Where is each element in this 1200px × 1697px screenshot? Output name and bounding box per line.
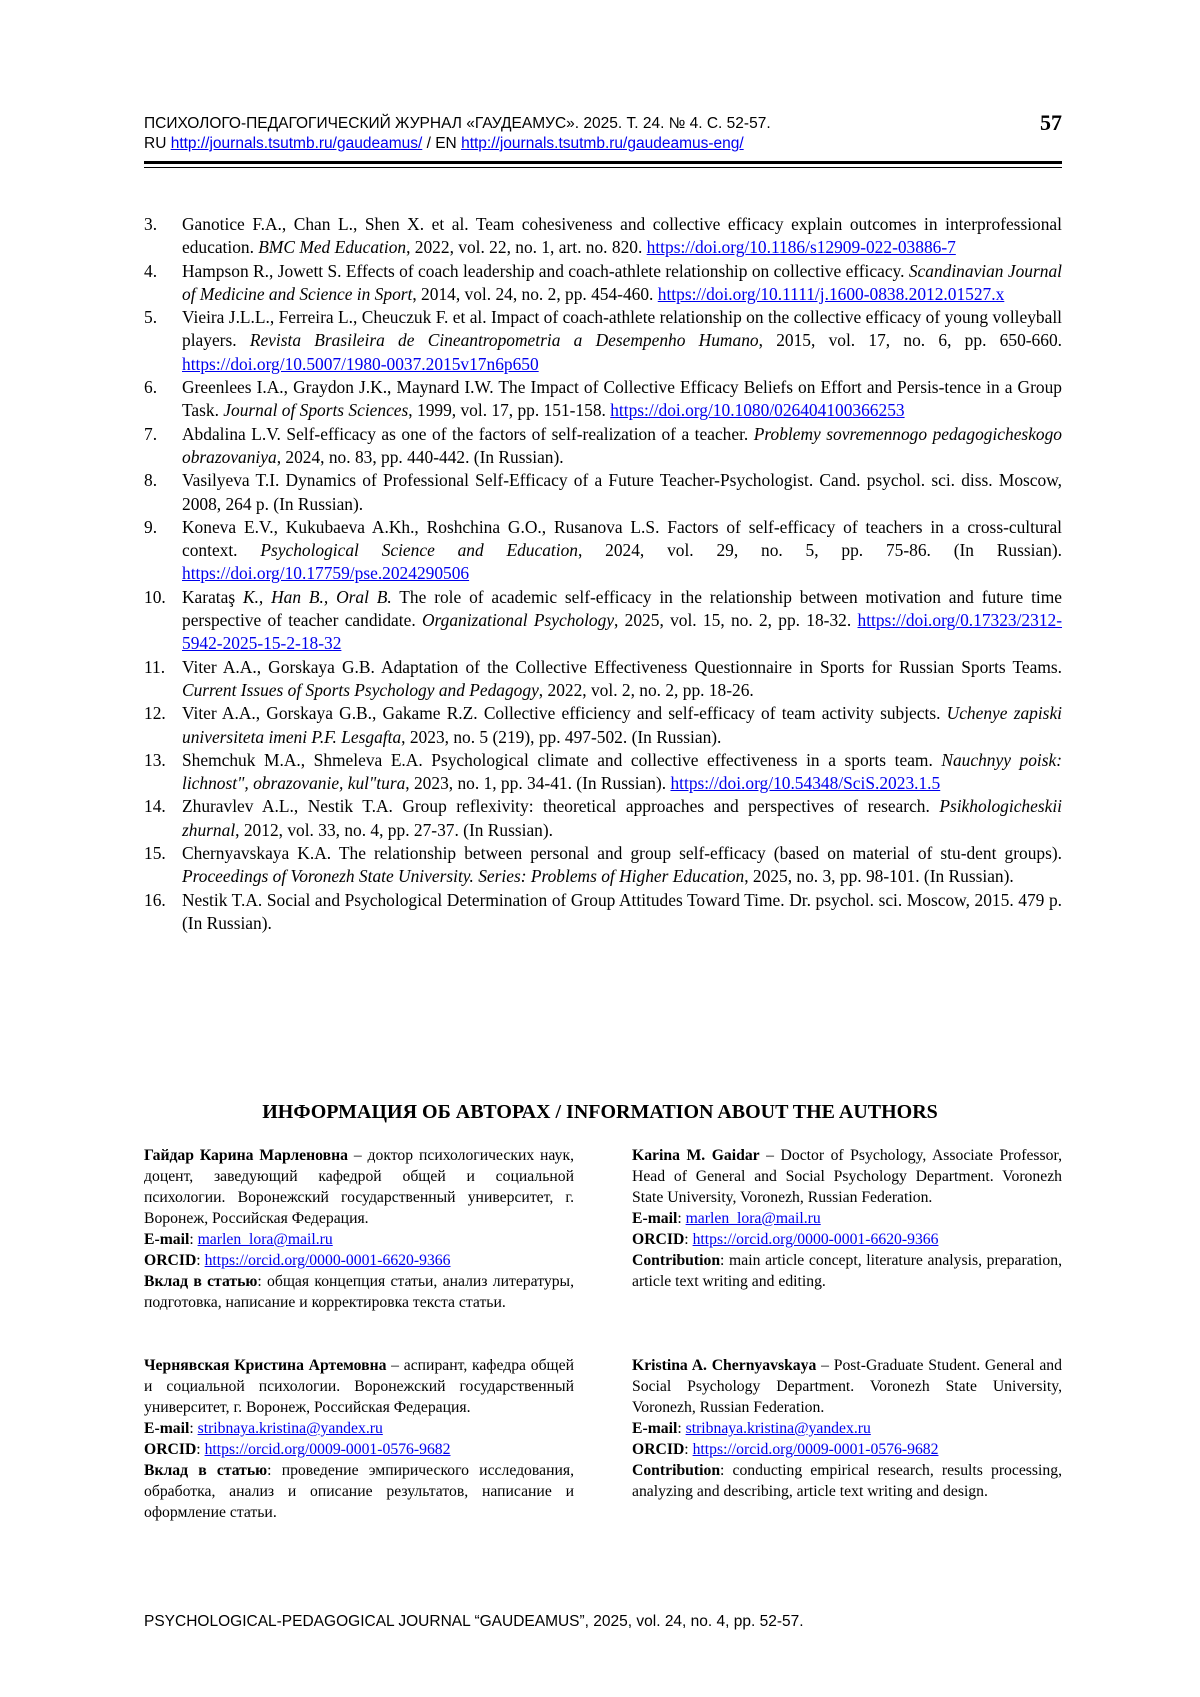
reference-item [144,795,1062,842]
journal-running-footer: PSYCHOLOGICAL-PEDAGOGICAL JOURNAL “GAUDEAMUS”, 2025, vol. 24, no. 4, pp. 52-57. [144,1613,804,1630]
author-email-line: E-mail: stribnaya.kristina@yandex.ru [144,1420,383,1437]
reference-details: , 2023, no. 5 (219), pp. 497-502. (In Russian). [401,726,722,747]
reference-item [144,306,1062,376]
reference-item [144,516,1062,586]
reference-doi-link[interactable]: https://doi.org/10.5007/1980-0037.2015v17n6p650 [182,353,539,374]
reference-details: , 1999, vol. 17, pp. 151-158. [408,400,611,421]
orcid-label: ORCID [144,1441,197,1458]
reference-details: , 2025, vol. 15, no. 2, pp. 18-32. [614,610,858,631]
reference-item [144,749,1062,796]
reference-item [144,260,1062,307]
orcid-label: ORCID [144,1252,197,1269]
email-label: E-mail [144,1420,190,1437]
reference-item [144,656,1062,703]
author-orcid-link[interactable]: https://orcid.org/0009-0001-0576-9682 [204,1441,451,1458]
reference-journal: Scandinavian Journal of Medicine and Science in Sport [182,260,1062,304]
reference-details: , 2023, no. 1, pp. 34-41. (In Russian). [405,773,671,794]
reference-doi-link[interactable]: https://doi.org/0.17323/2312-5942-2025-15-2-18-32 [182,610,1063,654]
author-bio [632,1355,1062,1418]
contribution-text: : conducting empirical research, results processing, analyzing and describing, article text writing and design. [632,1462,1062,1500]
reference-number: 7. [144,423,158,444]
author-orcid-line: ORCID: https://orcid.org/0009-0001-0576-9682 [144,1441,451,1458]
author-name: Karina M. Gaidar [632,1147,760,1164]
reference-journal: Revista Brasileira de Cineantropometria a Desempenho Humano [249,330,759,351]
reference-number: 12. [144,703,166,724]
reference-number: 11. [144,656,166,677]
orcid-label: ORCID [632,1441,685,1458]
reference-journal: Current Issues of Sports Psychology and Pedagogy [182,679,539,700]
contribution-label: Вклад в статью [144,1462,268,1479]
reference-details: , 2024, vol. 29, no. 5, pp. 75-86. (In Russian). [577,540,1062,561]
email-label: E-mail [144,1231,190,1248]
reference-journal: Psychological Science and Education [260,540,578,561]
contribution-text: : общая концепция статьи, анализ литературы, подготовка, написание и корректировка текста статьи. [144,1273,575,1311]
reference-details: , 2015, vol. 17, no. 6, pp. 650-660. [758,330,1062,351]
reference-number: 9. [144,516,158,537]
author-info-ru [144,1355,574,1523]
ru-label: RU [144,135,167,152]
contribution-label: Contribution [632,1252,721,1269]
author-orcid-link[interactable]: https://orcid.org/0000-0001-6620-9366 [204,1252,451,1269]
author-email-link[interactable]: stribnaya.kristina@yandex.ru [685,1420,871,1437]
reference-item [144,702,1062,749]
author-email-link[interactable]: marlen_lora@mail.ru [197,1231,333,1248]
reference-journal: Problemy sovremennogo pedagogicheskogo obrazovaniya [182,423,1063,467]
header-rule-thin [144,167,1062,168]
email-label: E-mail [632,1420,678,1437]
author-email-line: E-mail: marlen_lora@mail.ru [632,1210,821,1227]
author-contribution [632,1460,1062,1502]
reference-text: Abdalina L.V. Self-efficacy as one of the factors of self-realization of a teacher. [182,423,754,444]
reference-text: Zhuravlev A.L., Nestik T.A. Group reflexivity: theoretical approaches and perspectives of research. [182,796,940,817]
author-info-ru [144,1145,574,1313]
journal-title-line: ПСИХОЛОГО-ПЕДАГОГИЧЕСКИЙ ЖУРНАЛ «ГАУДЕАМУС». 2025. Т. 24. № 4. С. 52-57. [144,115,771,132]
reference-number: 5. [144,307,158,328]
reference-details: , 2012, vol. 33, no. 4, pp. 27-37. (In Russian). [235,819,554,840]
author-bio [632,1145,1062,1208]
orcid-label: ORCID [632,1231,685,1248]
author-info-en [632,1145,1062,1292]
reference-journal: Psikhologicheskii zhurnal [182,796,1062,840]
reference-authors: K., Han B., Oral B. [242,586,392,607]
author-orcid-line: ORCID: https://orcid.org/0009-0001-0576-9682 [632,1441,939,1458]
author-description: – доктор психологических наук, доцент, заведующий кафедрой общей и социальной психологии. Воронежский государственный университет, г. Воронеж, Российская Федерация. [144,1147,574,1227]
reference-number: 15. [144,843,166,864]
reference-number: 14. [144,796,166,817]
author-contribution [632,1250,1062,1292]
authors-section-title: ИНФОРМАЦИЯ ОБ АВТОРАХ / INFORMATION ABOUT THE AUTHORS [262,1101,938,1123]
reference-details: , 2014, vol. 24, no. 2, pp. 454-460. [412,283,658,304]
author-orcid-link[interactable]: https://orcid.org/0000-0001-6620-9366 [692,1231,939,1248]
reference-journal: BMC Med Education [258,237,407,258]
reference-doi-link[interactable]: https://doi.org/10.1111/j.1600-0838.2012.01527.x [657,283,1005,304]
reference-details: , 2025, no. 3, pp. 98-101. (In Russian). [744,866,1014,887]
reference-item [144,469,1062,516]
contribution-label: Вклад в статью [144,1273,258,1290]
author-description: – аспирант, кафедра общей и социальной психологии. Воронежский государственный университет, г. Воронеж, Российская Федерация. [144,1357,574,1416]
reference-doi-link[interactable]: https://doi.org/10.54348/SciS.2023.1.5 [670,773,941,794]
reference-number: 13. [144,749,166,770]
contribution-text: : проведение эмпирического исследования, обработка, анализ и описание результатов, написание и оформление статьи. [144,1462,574,1521]
reference-doi-link[interactable]: https://doi.org/10.1080/026404100366253 [610,400,905,421]
author-info-en [632,1355,1062,1502]
reference-doi-link[interactable]: https://doi.org/10.1186/s12909-022-03886-7 [646,237,956,258]
author-description: – Doctor of Psychology, Associate Professor, Head of General and Social Psychology Department. Voronezh State University, Voronezh, Russian Federation. [632,1147,1062,1206]
en-journal-link[interactable]: http://journals.tsutmb.ru/gaudeamus-eng/ [461,135,744,152]
email-label: E-mail [632,1210,678,1227]
reference-number: 10. [144,586,166,607]
reference-doi-link[interactable]: https://doi.org/10.17759/pse.2024290506 [182,563,470,584]
references-list [144,213,1062,935]
reference-text: Viter A.A., Gorskaya G.B., Gakame R.Z. Collective efficiency and self-efficacy of team activity subjects. [182,703,947,724]
reference-number: 8. [144,470,158,491]
reference-text: Vasilyeva T.I. Dynamics of Professional Self-Efficacy of a Future Teacher-Psychologist. Cand. psychol. sci. diss. Moscow, 2008, 264 p. (In Russian). [182,470,1062,514]
reference-text: Viter A.A., Gorskaya G.B. Adaptation of the Collective Effectiveness Questionnaire in Sports for Russian Sports Teams. [182,656,1062,677]
page-number: 57 [1040,110,1062,135]
reference-item [144,376,1062,423]
author-bio [144,1145,574,1229]
author-name: Чернявская Кристина Артемовна [144,1357,387,1374]
author-email-line: E-mail: marlen_lora@mail.ru [144,1231,333,1248]
reference-number: 4. [144,260,158,281]
author-orcid-line: ORCID: https://orcid.org/0000-0001-6620-9366 [144,1252,451,1269]
reference-item [144,842,1062,889]
author-name: Гайдар Карина Марленовна [144,1147,348,1164]
reference-text: Koneva E.V., Kukubaeva A.Kh., Roshchina G.O., Rusanova L.S. Factors of self-efficacy of teachers in a cross-cultural context. [182,516,1062,561]
ru-journal-link[interactable]: http://journals.tsutmb.ru/gaudeamus/ [170,135,423,152]
reference-text: Karataş [182,586,243,607]
reference-item [144,889,1062,936]
reference-text: Vieira J.L.L., Ferreira L., Cheuczuk F. et al. Impact of coach-athlete relationship on the collective efficacy of young volleyball players. [182,307,1062,351]
url-separator: / EN [426,135,457,152]
reference-journal: Journal of Sports Sciences [223,400,409,421]
author-contribution [144,1271,574,1313]
reference-details: , 2024, no. 83, pp. 440-442. (In Russian). [276,446,564,467]
author-contribution [144,1460,574,1523]
contribution-text: : main article concept, literature analysis, preparation, article text writing and editing. [632,1252,1062,1290]
reference-text: Hampson R., Jowett S. Effects of coach leadership and coach-athlete relationship on collective efficacy. [182,260,909,281]
reference-text: Chernyavskaya K.A. The relationship between personal and group self-efficacy (based on material of stu-dent groups). [182,843,1062,864]
header-rule-thick [144,161,1062,164]
journal-running-header [144,114,771,134]
reference-text: Shemchuk M.A., Shmeleva E.A. Psychological climate and collective effectiveness in a sports team. [182,749,942,770]
reference-number: 16. [144,889,166,910]
author-email-link[interactable]: marlen_lora@mail.ru [685,1210,821,1227]
reference-item [144,213,1062,260]
author-bio [144,1355,574,1418]
reference-journal: Nauchnyy poisk: lichnost", obrazovanie, kul"tura [182,749,1062,794]
reference-number: 6. [144,377,158,398]
reference-number: 3. [144,214,158,234]
reference-item [144,586,1062,656]
reference-details: , 2022, vol. 22, no. 1, art. no. 820. [406,237,647,258]
reference-text: Nestik T.A. Social and Psychological Determination of Group Attitudes Toward Time. Dr. psychol. sci. Moscow, 2015. 479 p. (In Russian). [182,889,1062,933]
author-email-line: E-mail: stribnaya.kristina@yandex.ru [632,1420,871,1437]
reference-text: Greenlees I.A., Graydon J.K., Maynard I.W. The Impact of Collective Efficacy Beliefs on Effort and Persis-tence in a Group Task. [182,377,1062,421]
reference-text: Ganotice F.A., Chan L., Shen X. et al. Team cohesiveness and collective efficacy explain outcomes in interprofessional education. [182,214,1062,258]
author-description: – Post-Graduate Student. General and Social Psychology Department. Voronezh State University, Voronezh, Russian Federation. [632,1357,1062,1416]
contribution-label: Contribution [632,1462,721,1479]
journal-urls [144,134,744,154]
author-orcid-link[interactable]: https://orcid.org/0009-0001-0576-9682 [692,1441,939,1458]
author-name: Kristina A. Chernyavskaya [632,1357,817,1374]
reference-journal: Uchenye zapiski universiteta imeni P.F. Lesgafta [182,703,1062,747]
reference-title: The role of academic self-efficacy in the relationship between motivation and future time perspective of teacher candidate. [182,586,1062,631]
reference-journal: Organizational Psychology [421,610,615,631]
reference-journal: Proceedings of Voronezh State University. Series: Problems of Higher Education [182,866,745,887]
author-orcid-line: ORCID: https://orcid.org/0000-0001-6620-9366 [632,1231,939,1248]
reference-details: , 2022, vol. 2, no. 2, pp. 18-26. [538,679,754,700]
author-email-link[interactable]: stribnaya.kristina@yandex.ru [197,1420,383,1437]
reference-item [144,423,1062,470]
